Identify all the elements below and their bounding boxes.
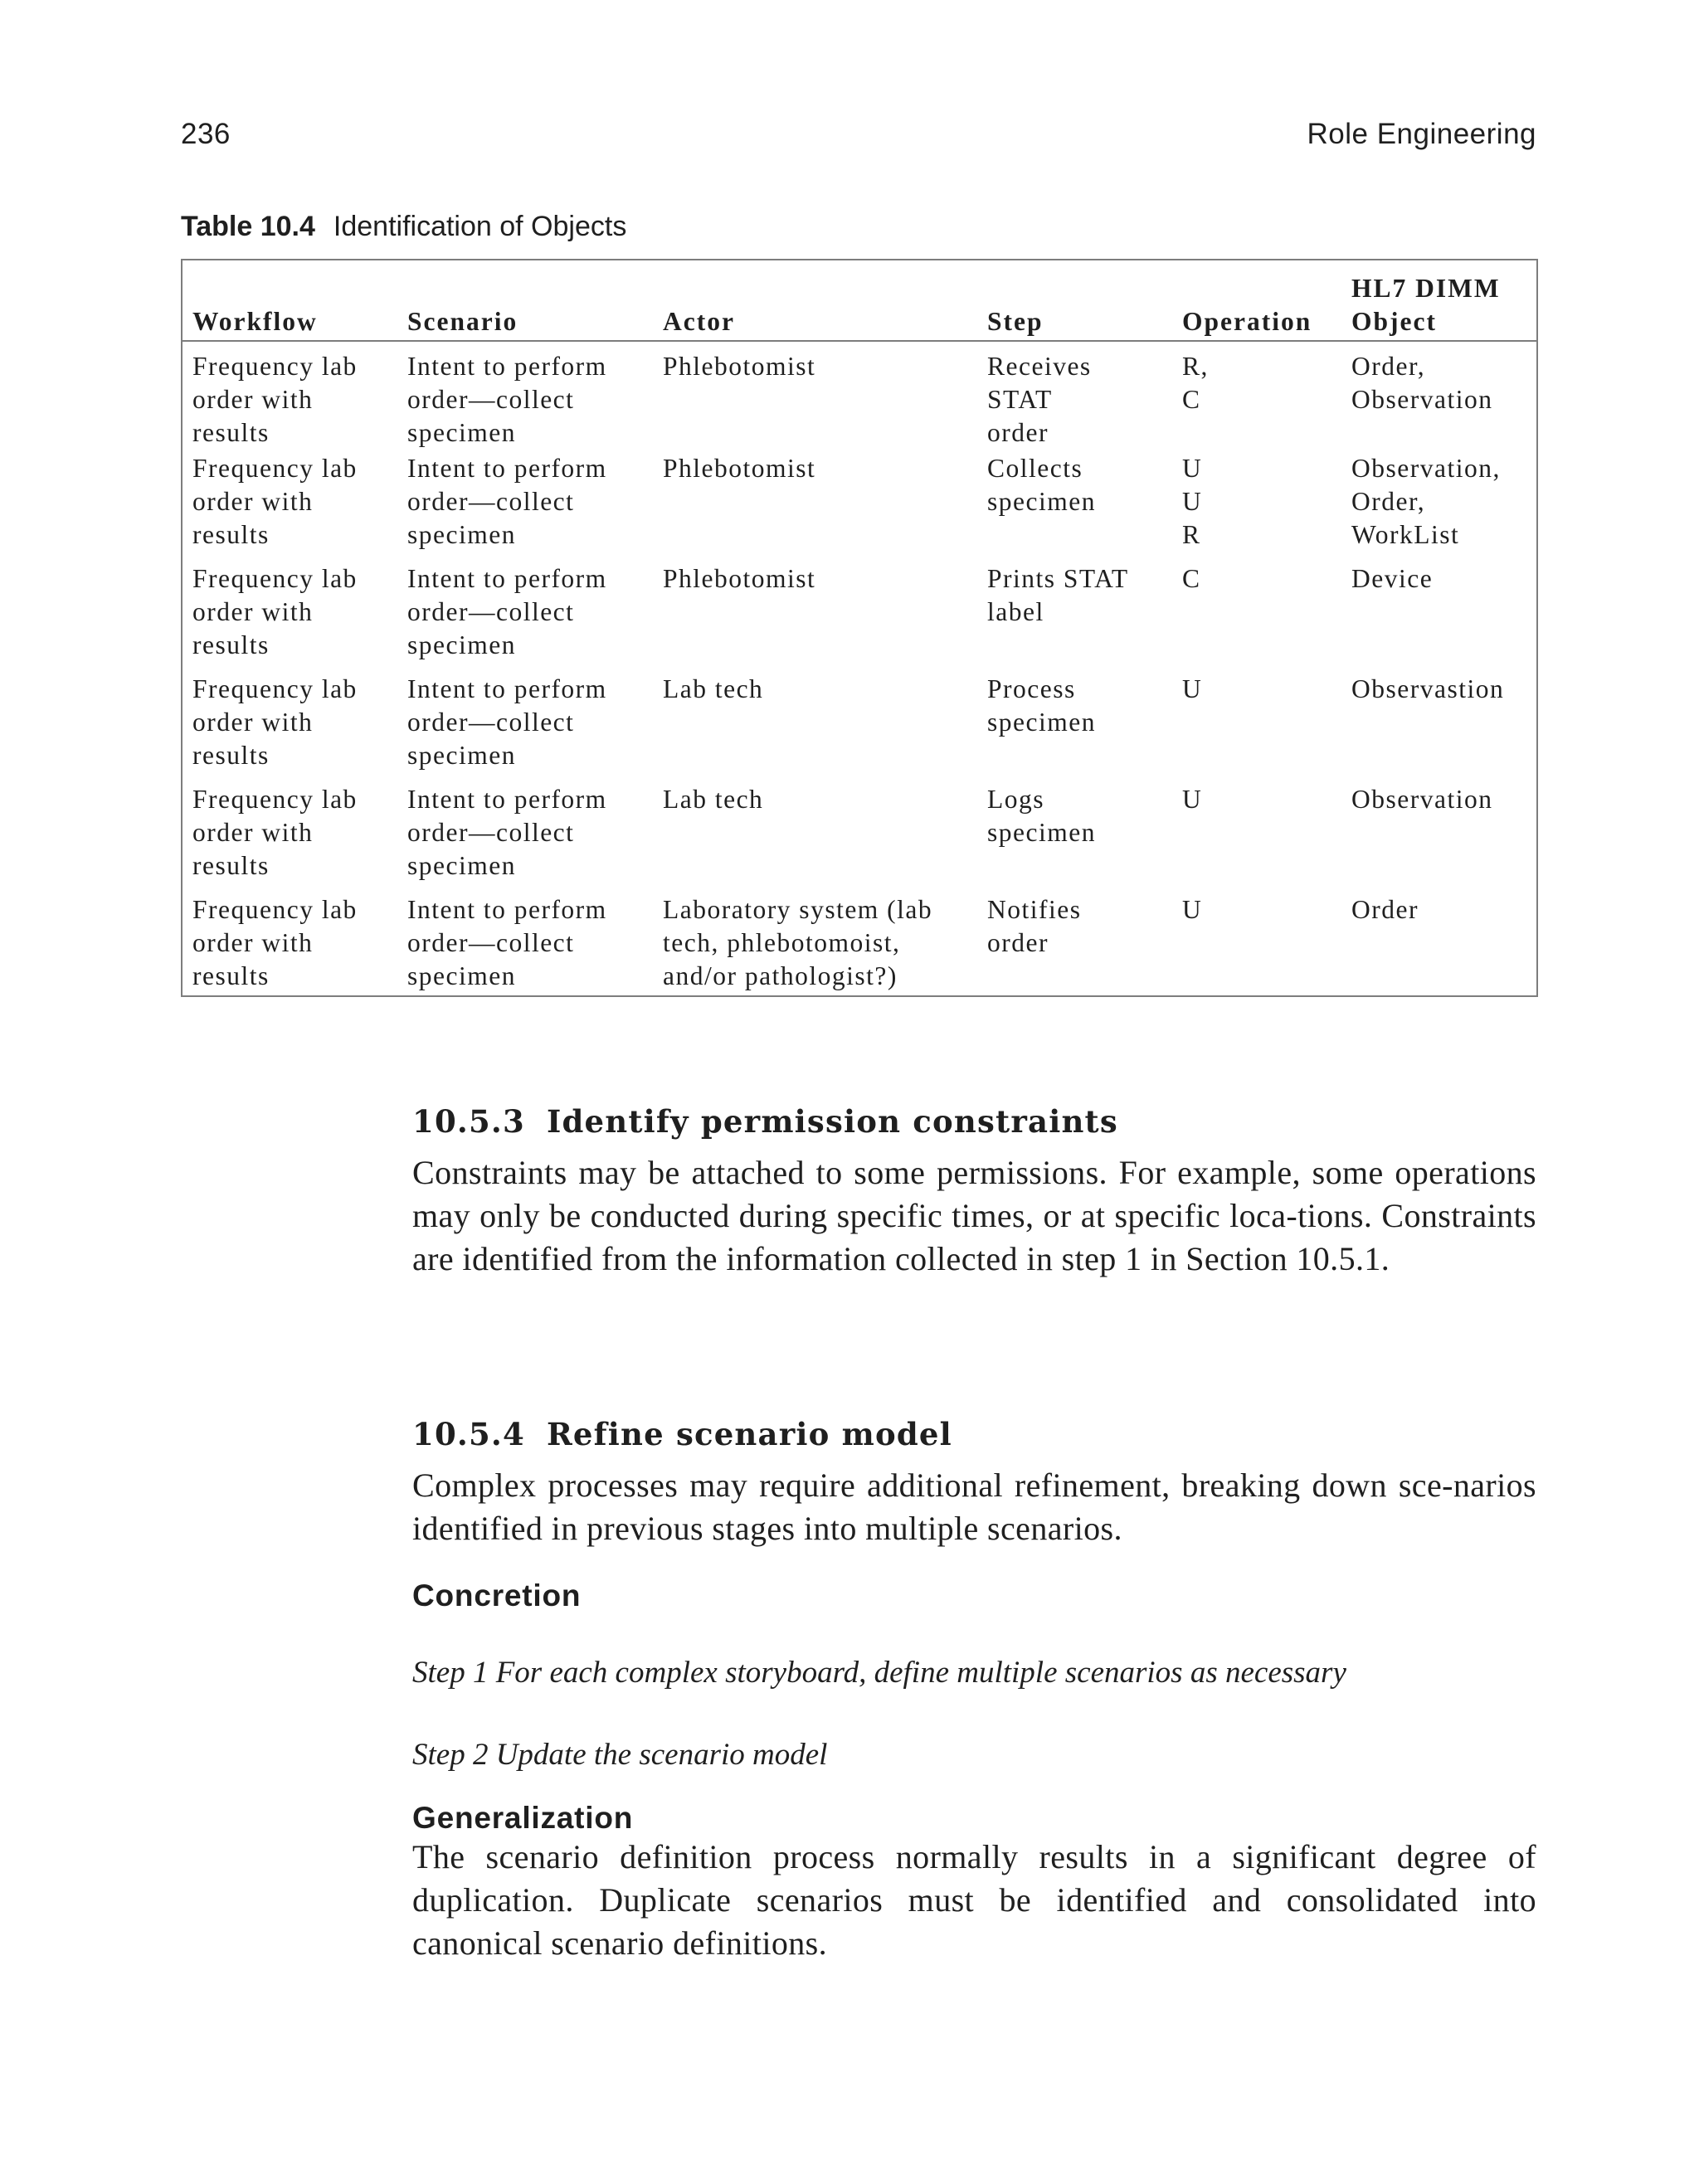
cell-actor: Phlebotomist: [663, 564, 816, 593]
cell-object: Order, Observation: [1351, 352, 1493, 414]
step-1: Step 1 For each complex storyboard, define multiple scenarios as necessary: [412, 1656, 1346, 1690]
objects-table: [181, 259, 1538, 997]
cell-workflow: Frequency lab order with results: [192, 352, 358, 447]
cell-scenario: Intent to perform order—collect specimen: [407, 674, 607, 770]
section-title: Refine scenario model: [546, 1416, 952, 1452]
table-row: [182, 452, 1537, 562]
table-row: [182, 341, 1537, 452]
cell-step: Receives STAT order: [987, 352, 1092, 447]
concretion-heading: Concretion: [412, 1578, 582, 1612]
cell-actor: Lab tech: [663, 674, 764, 703]
cell-workflow: Frequency lab order with results: [192, 895, 358, 990]
cell-actor: Laboratory system (lab tech, phlebotomoist, and/or pathologist?): [663, 895, 933, 990]
cell-workflow: Frequency lab order with results: [192, 674, 358, 770]
cell-step: Logs specimen: [987, 785, 1096, 847]
cell-workflow: Frequency lab order with results: [192, 454, 358, 549]
cell-actor: Phlebotomist: [663, 352, 816, 381]
cell-actor: Phlebotomist: [663, 454, 816, 483]
cell-scenario: Intent to perform order—collect specimen: [407, 895, 607, 990]
section-number: 10.5.4: [412, 1416, 525, 1452]
cell-step: Prints STAT label: [987, 564, 1129, 626]
generalization-body: The scenario definition process normally results in a significant degree of duplication. Duplicate scenarios must be identified and consolidated into canonical scenario definitions.: [412, 1838, 1536, 1962]
table-row: [182, 783, 1537, 893]
section-body: Constraints may be attached to some permissions. For example, some operations may only be conducted during specific times, or at specific loca-tions. Constraints are identified from the information collected in step 1 in Section 10.5.1.: [412, 1154, 1536, 1277]
section-number: 10.5.3: [412, 1103, 525, 1140]
page-number: 236: [181, 118, 231, 150]
section-title: Identify permission constraints: [546, 1103, 1118, 1140]
cell-scenario: Intent to perform order—collect specimen: [407, 352, 607, 447]
cell-scenario: Intent to perform order—collect specimen: [407, 454, 607, 549]
table-header-row: [182, 260, 1537, 341]
cell-workflow: Frequency lab order with results: [192, 785, 358, 880]
cell-operation: C: [1182, 564, 1201, 593]
table-label: Table 10.4: [181, 211, 315, 242]
running-head: [181, 118, 1536, 154]
cell-step: Process specimen: [987, 674, 1096, 737]
cell-step: Collects specimen: [987, 454, 1096, 516]
cell-object: Observastion: [1351, 674, 1505, 703]
cell-operation: U: [1182, 674, 1203, 703]
column-header-step: Step: [977, 260, 1172, 341]
cell-object: Observation: [1351, 785, 1493, 814]
cell-object: Device: [1351, 564, 1434, 593]
cell-operation: R, C: [1182, 352, 1209, 414]
cell-object: Observation, Order, WorkList: [1351, 454, 1501, 549]
section-10-5-4: [412, 1416, 1536, 1965]
generalization-heading: Generalization: [412, 1801, 634, 1835]
table-title: Identification of Objects: [333, 211, 627, 242]
cell-step: Notifies order: [987, 895, 1082, 957]
cell-operation: U U R: [1182, 454, 1203, 549]
table-row: [182, 673, 1537, 783]
cell-operation: U: [1182, 895, 1203, 924]
running-title: Role Engineering: [1307, 118, 1536, 150]
section-body: Complex processes may require additional refinement, breaking down sce-narios identified in previous stages into multiple scenarios.: [412, 1467, 1536, 1547]
section-10-5-3: [412, 1103, 1536, 1281]
cell-operation: U: [1182, 785, 1203, 814]
column-header-hl7-dimm-object: HL7 DIMM Object: [1341, 260, 1537, 341]
cell-workflow: Frequency lab order with results: [192, 564, 358, 659]
column-header-scenario: Scenario: [397, 260, 653, 341]
column-header-workflow: Workflow: [182, 260, 397, 341]
cell-actor: Lab tech: [663, 785, 764, 814]
section-heading: [412, 1416, 1536, 1452]
table-caption: [181, 211, 626, 243]
section-heading: [412, 1103, 1536, 1140]
cell-object: Order: [1351, 895, 1419, 924]
cell-scenario: Intent to perform order—collect specimen: [407, 785, 607, 880]
cell-scenario: Intent to perform order—collect specimen: [407, 564, 607, 659]
table-row: [182, 893, 1537, 996]
table-row: [182, 562, 1537, 673]
column-header-actor: Actor: [653, 260, 977, 341]
column-header-operation: Operation: [1172, 260, 1341, 341]
step-2: Step 2 Update the scenario model: [412, 1738, 828, 1772]
